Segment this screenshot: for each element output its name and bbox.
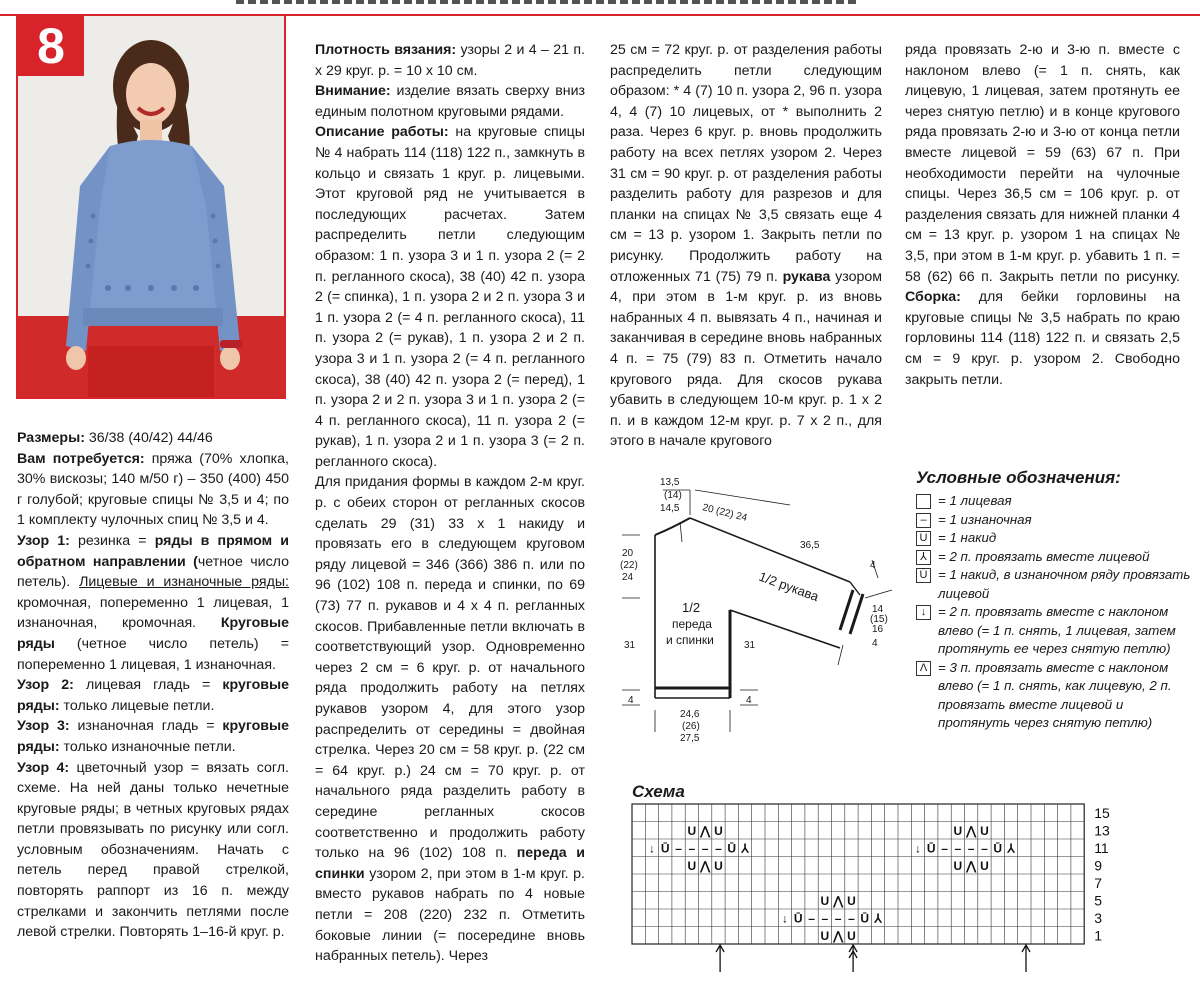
chart-grid (630, 800, 1150, 990)
legend-item-sk2p: Λ = 3 п. провязать вместе с наклоном влево (= 1 п. снять, как лицевую, 2 п. провязать вместе лицевой и протянуть через снятую петлю) (916, 659, 1196, 733)
chart-stitch-symbol: ⋀ (700, 858, 711, 873)
body-continuation-paragraph: 25 см = 72 круг. р. от разделения работы распределить петли следующим образом: * 4 (7) 10 п. узора 2, 96 п. узора 4, 4 (7) 10 лицевых, от * выполнить 2 раза. Через 6 круг. р. вновь продолжить работу на всех петлях узором 2. Через 31 см = 90 круг. р. от разделения работы разделить работу для разрезов и для планки на спицах № 3,5 связать еще 4 см = 13 р. узором 1. Закрыть петли по рисунку. Продолжить работу на отложенных 71 (75) 79 п. рукава узором 4, при этом в 1-м круг. р. из вновь набранных 4 п. вывязать 4 п., начиная и заканчивая в середине вновь набранных 4 п. = 75 (79) 83 п. Отметить начало кругового ряда. Для скосов рукава убавить в следующем 10-м круг. р. 1 х 2 п. и в каждом 12-м круг. р. 7 х 2 п., для этого в начале кругового (610, 42, 882, 450)
body-label-3: и спинки (666, 633, 714, 647)
chart-stitch-symbol: U (847, 893, 856, 908)
cuff-width-label-3: 16 (872, 624, 884, 635)
text-column-2 (315, 40, 585, 967)
shaping-paragraph: Для придания формы в каждом 2-м круг. р. с обеих сторон от регланных скосов сделать 29 (31) 33 х 1 накиду и провязать его в следующем круговом ряду лицевой = 346 (366) 386 п. или по 96 (102) 108 п. переда и спинки, по 69 (73) 77 п. рукавов и 4 х 4 п. регланных скосов. Прибавленные петли включать в соответствующий узор. Одновременно через 2 см = 6 круг. р. от начального ряда продолжить работу на петлях рукавов узором 4, для этого узор распределить от середины = двойная стрелка. Через 20 см = 58 круг. р. (22 см = 64 круг. р.) 24 см = 70 круг. р. от начального ряда разделить работу в середине регланных скосов соответственно и продолжить работу только на 96 (102) 108 п. переда и спинки узором 2, при этом в 1-м круг. р. вместо рукавов набрать по 4 новые петли = 208 (220) 232 п. Отметить боковые линии (= посередине вновь набранных петель). Через (315, 474, 585, 965)
chart-stitch-symbol: ⋀ (966, 858, 977, 873)
k2tog-symbol-icon: ⅄ (916, 550, 931, 565)
chart-stitch-symbol: U (953, 858, 963, 873)
chart-stitch-symbol: – (954, 841, 962, 856)
chart-stitch-symbol: Ū (860, 911, 870, 926)
chart-stitch-symbol: ⋀ (700, 823, 711, 838)
attention-paragraph: Внимание: изделие вязать сверху вниз единым полотном круговыми рядами. (315, 83, 585, 120)
legend-item-yarnover-knit: Ū = 1 накид, в изнаночном ряду провязать лицевой (916, 566, 1196, 603)
chart-stitch-symbol: U (820, 893, 830, 908)
legend-item-knit: = 1 лицевая (916, 492, 1196, 511)
garment-schematic (610, 470, 910, 755)
yarnover-symbol-icon: U (916, 531, 931, 546)
yoke-depth-label-2: (22) (620, 560, 638, 571)
chart-stitch-symbol: ⅄ (741, 841, 749, 856)
chart-stitch-symbol: Ū (727, 841, 737, 856)
legend-item-k2tog: ⅄ = 2 п. провязать вместе лицевой (916, 548, 1196, 567)
body-label-2: переда (672, 617, 712, 631)
materials-paragraph: Вам потребуется: пряжа (70% хлопка, 30% вискозы; 140 м/50 г) – 350 (400) 450 г голубой; круговые спицы № 3,5 и 4; по 1 комплекту чулочных спиц № 3,5 и 4. (17, 450, 289, 529)
legend-item-yarnover: U = 1 накид (916, 529, 1196, 548)
chart-row-number: 1 (1094, 927, 1102, 944)
chart-stitch-symbol: – (848, 911, 855, 926)
chart-stitch-symbol: ⅄ (874, 911, 882, 926)
yoke-depth-label-1: 20 (622, 548, 634, 559)
body-width-label-1: 24,6 (680, 709, 700, 720)
neck-depth-label-2: (14) (664, 490, 682, 501)
chart-stitch-symbol: Ū (926, 841, 936, 856)
legend-title: Условные обозначения: (916, 468, 1121, 487)
description-paragraph: Описание работы: на круговые спицы № 4 набрать 114 (118) 122 п., замкнуть в кольцо и связать 1 круг. р. лицевыми. Этот круговой ряд не учитывается в последующих расчетах. Затем распределить петли следующим образом: 1 п. узора 3 и 1 п. узора 2 (= 2 п. регланного скоса), 38 (40) 42 п. узора 2 (= спинка), 1 п. узора 2 и 2 п. узора 3 и 1 п. узора 2 (= 4 п. регланного скоса), 11 п. узора 2 (= рукав), 1 п. узора 2 и 2 п. узора 3 и 1 п. узора 2 (= 4 п. регланного скоса), 38 (40) 42 п. узора 2 (= перед), 1 п. узора 2 и 2 п. узора 3 и 1 п. узора 2 (= 4 п. регланного скоса), 11 п. узора 2 (= рукав), 1 п. узора 2 и 1 п. узора 3 (= 2 п. регланного скоса). (315, 124, 585, 470)
text-column-1 (17, 428, 289, 943)
chart-stitch-symbol: – (715, 841, 722, 856)
body-label-1: 1/2 (682, 600, 701, 615)
chart-row-number: 13 (1094, 822, 1110, 839)
chart-stitch-symbol: ⋀ (833, 928, 844, 943)
neck-depth-label: 13,5 (660, 477, 680, 488)
chart-stitch-symbol: ↓ (781, 911, 788, 926)
chart-stitch-symbol: Ū (993, 841, 1003, 856)
chart-stitch-symbol: – (967, 841, 975, 856)
chart-stitch-symbol: – (834, 911, 842, 926)
body-width-label-3: 27,5 (680, 733, 700, 744)
chart-stitch-symbol: U (980, 823, 989, 838)
pattern4-paragraph: Узор 4: цветочный узор = вязать согл. схеме. На ней даны только нечетные круговые ряды; в четных круговых рядах петли провязывать по рисунку или согл. условным обозначениям. Начать с петель перед правой стрелкой, повторять раппорт из 16 п. между стрелками и закончить петлями после левой стрелки. Повторять 1–16-й круг. р. (17, 759, 289, 941)
chart-stitch-symbol: U (847, 928, 856, 943)
chart-stitch-symbol: – (701, 841, 709, 856)
chart-stitch-symbol: U (687, 823, 697, 838)
side-length-right: 31 (744, 640, 756, 651)
hem-height-right: 4 (746, 695, 752, 706)
body-width-label-2: (26) (682, 721, 700, 732)
chart-stitch-symbol: U (714, 858, 723, 873)
pattern3-paragraph: Узор 3: изнаночная гладь = круговые ряды: только изнаночные петли. (17, 718, 289, 755)
chart-stitch-symbol: U (980, 858, 989, 873)
sleeve-half-label: 1/2 рукава (756, 568, 821, 605)
chart-stitch-symbol: – (941, 841, 948, 856)
sleeve-finish-paragraph: ряда провязать 2-ю и 3-ю п. вместе с наклоном влево (= 1 п. снять, как лицевую, 1 лицевая, затем протянуть ее через снятую петлю) и в конце кругового ряда провязать 2-ю и 3-ю от конца петли вместе лицевой = 59 (63) 67 п. При необходимости перейти на чулочные спицы. Через 36,5 см = 106 круг. р. от разделения связать для нижней планки 4 см = 13 круг. р. узором 1 на спицах № 3,5, при этом в 1-м круг. р. убавить 1 п. = 58 (62) 66 п. Закрыть петли по рисунку. Сборка: для бейки горловины на круговые спицы № 3,5 набрать по краю горловины 114 (118) 122 п. и связать 2,5 см = 9 круг. р. узором 2. Свободно закрыть петли. (905, 42, 1180, 388)
yarnover-knit-symbol-icon: Ū (916, 568, 931, 583)
chart-stitch-symbol: U (820, 928, 830, 943)
yoke-depth-label-3: 24 (622, 572, 634, 583)
chart-stitch-symbol: – (981, 841, 988, 856)
chart-stitch-symbol: – (688, 841, 696, 856)
chart-row-number: 3 (1094, 909, 1102, 926)
text-column-4 (905, 40, 1180, 390)
pattern2-paragraph: Узор 2: лицевая гладь = круговые ряды: только лицевые петли. (17, 677, 289, 714)
chart-stitch-symbol: ⋀ (833, 893, 844, 908)
sk2p-symbol-icon: Λ (916, 661, 931, 676)
chart-stitch-symbol: U (953, 823, 963, 838)
chart-stitch-symbol: – (821, 911, 829, 926)
chart-row-number: 5 (1094, 892, 1102, 909)
chart-stitch-symbol: ↓ (914, 841, 921, 856)
sizes-paragraph: Размеры: 36/38 (40/42) 44/46 (17, 430, 213, 446)
neck-depth-label-3: 14,5 (660, 503, 680, 514)
cuff-width-label-2: (15) (870, 614, 888, 625)
cuff-height-label-bottom: 4 (872, 638, 878, 649)
chart-row-number: 15 (1094, 804, 1110, 821)
chart-row-number: 7 (1094, 874, 1102, 891)
legend-item-purl: – = 1 изнаночная (916, 511, 1196, 530)
text-column-3 (610, 40, 882, 452)
chart-stitch-symbol: U (714, 823, 723, 838)
chart-stitch-symbol: ↓ (648, 841, 655, 856)
chart-stitch-symbol: ⅄ (1007, 841, 1015, 856)
chart-stitch-symbol: Ū (660, 841, 670, 856)
pattern-number-badge: 8 (18, 16, 84, 76)
model-photo (16, 14, 286, 399)
purl-symbol-icon: – (916, 513, 931, 528)
chart-stitch-symbol: Ū (793, 911, 803, 926)
cuff-width-label-1: 14 (872, 604, 884, 615)
hem-height-left: 4 (628, 695, 634, 706)
chart-stitch-symbol: – (808, 911, 815, 926)
sleeve-length-label: 36,5 (800, 540, 820, 551)
chart-stitch-symbol: U (687, 858, 697, 873)
chart-stitch-symbol: – (675, 841, 682, 856)
shoulder-length-label: 20 (22) 24 (701, 502, 749, 524)
schema-title: Схема (632, 782, 685, 801)
knit-symbol-icon (916, 494, 931, 509)
symbol-legend (916, 468, 1196, 733)
chart-row-number: 11 (1094, 839, 1109, 856)
side-length-left: 31 (624, 640, 636, 651)
gauge-paragraph: Плотность вязания: узоры 2 и 4 – 21 п. х 29 круг. р. = 10 х 10 см. (315, 42, 585, 79)
pattern1-paragraph: Узор 1: резинка = ряды в прямом и обратном направлении (четное число петель). Лицевые и изнаночные ряды: кромочная, попеременно 1 лицевая, 1 изнаночная, кромочная. Круговые ряды (четное число петель) = попеременно 1 лицевая, 1 изнаночная. (17, 532, 289, 673)
chart-stitch-symbol: ⋀ (966, 823, 977, 838)
chart-row-number: 9 (1094, 857, 1102, 874)
ssk-symbol-icon: ↓ (916, 605, 931, 620)
cuff-height-label-top: 4 (870, 560, 876, 571)
legend-item-ssk: ↓ = 2 п. провязать вместе с наклоном влево (= 1 п. снять, 1 лицевая, затем протянуть ее через снятую петлю) (916, 603, 1196, 659)
